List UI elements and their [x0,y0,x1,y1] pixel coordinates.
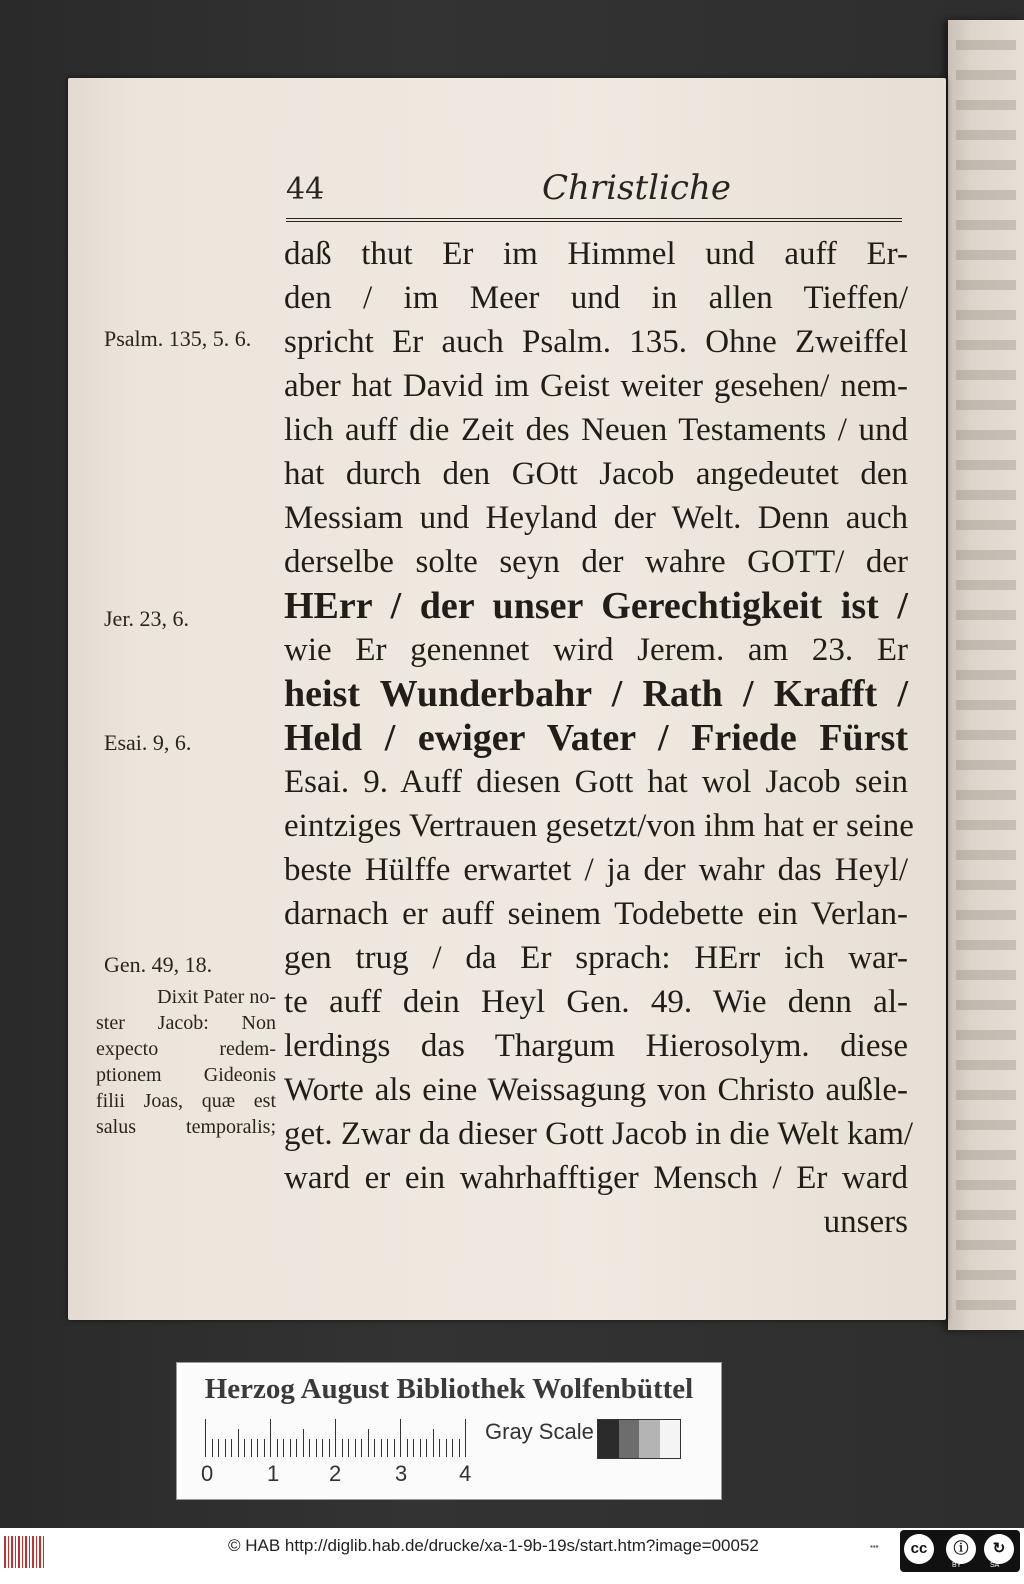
ruler-tick [387,1439,388,1457]
margin-latin-line: expecto redem- [96,1038,276,1060]
margin-latin-line: ster Jacob: Non [96,1012,276,1034]
ruler-tick [257,1439,258,1457]
text-line: aber hat David im Geist weiter gesehen/ nem- [284,368,908,404]
sa-icon: ↻ [984,1534,1014,1564]
ruler-tick [205,1419,206,1457]
ruler-tick [381,1439,382,1457]
ruler-tick [394,1439,395,1457]
text-line: heist Wunderbahr / Rath / Krafft / [284,673,908,715]
ruler-tick [251,1439,252,1457]
ruler-label: 3 [395,1461,408,1486]
scale-ruler [205,1415,485,1457]
cc-icon: cc [904,1534,934,1564]
ruler-tick [433,1429,434,1457]
page-number: 44 [286,172,325,207]
margin-note-jer: Jer. 23, 6. [104,606,189,631]
text-line: Worte als eine Weissagung von Christo außle- [284,1072,908,1108]
text-line: derselbe solte seyn der wahre GOTT/ der [284,544,908,580]
text-line: ward er ein wahrhafftiger Mensch / Er ward [284,1160,908,1196]
text-line: Held / ewiger Vater / Friede Fürst [284,717,908,759]
ruler-tick [426,1439,427,1457]
text-line: Esai. 9. Auff diesen Gott hat wol Jacob sein [284,764,908,800]
margin-latin-line: salus temporalis; [96,1116,276,1138]
gray-scale-swatches [597,1419,681,1459]
gray-swatch [598,1420,619,1458]
color-target-card [176,1362,722,1500]
ruler-label: 0 [201,1461,214,1486]
text-line: spricht Er auch Psalm. 135. Ohne Zweiffel [284,324,908,360]
ruler-tick [212,1439,213,1457]
barcode-icon [4,1536,44,1568]
text-line: wie Er genennet wird Jerem. am 23. Er [284,632,908,668]
license-label: BY [952,1562,962,1569]
license-label: SA [990,1562,1000,1569]
ruler-tick [459,1439,460,1457]
text-line: get. Zwar da dieser Gott Jacob in die Welt kam/ [284,1116,914,1152]
text-line: gen trug / da Er sprach: HErr ich war- [284,940,908,976]
footer-bar [0,1528,1024,1584]
copyright-link[interactable]: © HAB http://diglib.hab.de/drucke/xa-1-9b-19s/start.htm?image=00052 [228,1536,759,1555]
running-head: Christliche [542,168,731,208]
margin-note-psalm: Psalm. 135, 5. 6. [104,326,252,351]
ruler-tick [322,1439,323,1457]
margin-note-gen: Gen. 49, 18. [104,952,213,977]
ruler-tick [374,1439,375,1457]
ruler-tick [355,1439,356,1457]
text-line: Messiam und Heyland der Welt. Denn auch [284,500,908,536]
ruler-tick [329,1439,330,1457]
catchword: unsers [823,1204,908,1240]
ruler-tick [316,1439,317,1457]
margin-note-latin [96,984,276,1140]
library-name: Herzog August Bibliothek Wolfenbüttel [204,1373,694,1405]
ruler-tick [218,1439,219,1457]
ruler-tick [296,1439,297,1457]
ruler-tick [400,1419,401,1457]
ruler-tick [342,1439,343,1457]
ruler-tick [225,1439,226,1457]
ruler-label: 2 [329,1461,342,1486]
ruler-tick [465,1419,466,1457]
by-icon: ⓘ [946,1534,976,1564]
text-line: te auff dein Heyl Gen. 49. Wie denn al- [284,984,908,1020]
margin-latin-line: ptionem Gideonis [96,1064,276,1086]
ruler-tick [413,1439,414,1457]
gray-swatch [639,1420,660,1458]
ruler-tick [368,1429,369,1457]
ruler-tick [231,1439,232,1457]
text-line: lerdings das Thargum Hierosolym. diese [284,1028,908,1064]
ruler-tick [309,1439,310,1457]
ruler-tick [264,1439,265,1457]
ruler-tick [290,1439,291,1457]
ruler-tick [446,1439,447,1457]
text-line: beste Hülffe erwartet / ja der wahr das Heyl/ [284,852,908,888]
ruler-tick [439,1439,440,1457]
ruler-tick [244,1439,245,1457]
text-line: daß thut Er im Himmel und auff Er- [284,236,908,272]
ruler-tick [452,1439,453,1457]
license-badge[interactable] [900,1530,1020,1572]
footer-marker: ▪▪▪ [870,1542,879,1551]
ruler-tick [335,1419,336,1457]
ruler-tick [348,1439,349,1457]
gray-scale-label: Gray Scale [485,1419,594,1444]
gray-swatch [619,1420,640,1458]
margin-note-esai: Esai. 9, 6. [104,730,192,755]
ruler-tick [420,1439,421,1457]
margin-latin-line: Dixit Pater no- [157,986,276,1008]
gray-swatch [660,1420,681,1458]
text-line: HErr / der unser Gerechtigkeit ist / [284,585,908,627]
ruler-tick [361,1439,362,1457]
ruler-label: 4 [459,1461,472,1486]
text-line: den / im Meer und in allen Tieffen/ [284,280,908,316]
ruler-tick [407,1439,408,1457]
text-line: lich auff die Zeit des Neuen Testaments / und [284,412,908,448]
ruler-tick [238,1429,239,1457]
margin-latin-line: filii Joas, quæ est [96,1090,276,1112]
ruler-tick [283,1439,284,1457]
body-text [284,232,914,1244]
ruler-label: 1 [267,1461,280,1486]
adjacent-page-edge [948,20,1024,1330]
bleed-through-text [956,20,1016,1330]
page-header [286,168,902,222]
text-line: darnach er auff seinem Todebette ein Verlan- [284,896,908,932]
ruler-tick [270,1419,271,1457]
text-line: eintziges Vertrauen gesetzt/von ihm hat er seine [284,808,914,844]
ruler-tick [277,1439,278,1457]
ruler-tick [303,1429,304,1457]
text-line: hat durch den GOtt Jacob angedeutet den [284,456,908,492]
